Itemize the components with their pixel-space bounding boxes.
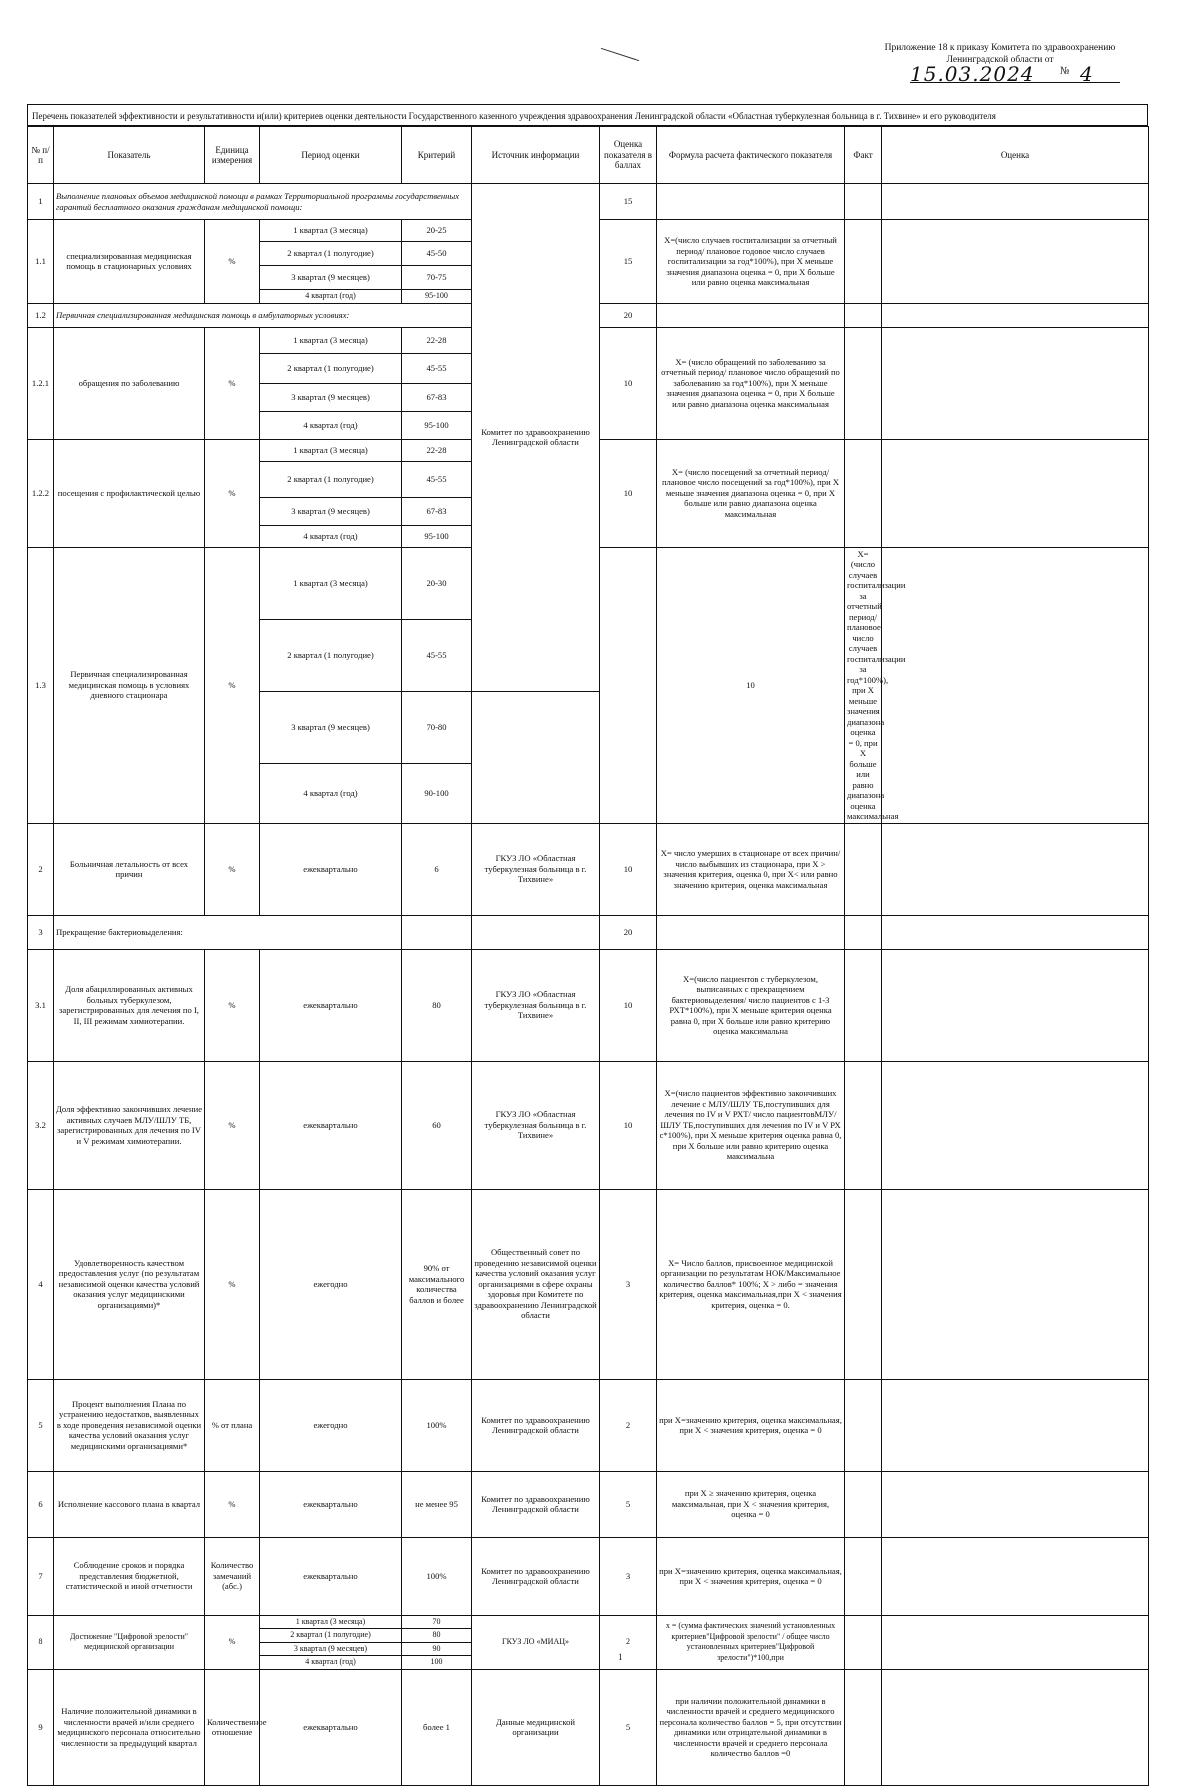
row-num: 1.1	[28, 220, 54, 304]
row-formula: Х= Число баллов, присвоенное медицинской организации по результатам НОК/Максимальное количество баллов* 100%; Х > либо = значения критерия, оценка максимальная,при Х < значения критерия, оценка = 0.	[657, 1189, 845, 1379]
row-criterion: не менее 95	[402, 1471, 472, 1537]
row-period: 1 квартал (3 месяца)	[260, 1615, 402, 1629]
table-row	[28, 1471, 1149, 1537]
row-formula: Х= (число посещений за отчетный период/ плановое число посещений за год*100%), при Х меньше значения диапазона оценка = 0, при Х больше или равно диапазона оценка максимальная	[657, 439, 845, 547]
row-evaluation	[882, 184, 1149, 220]
row-evaluation	[882, 915, 1149, 949]
row-fact	[845, 915, 882, 949]
row-num: 4	[28, 1189, 54, 1379]
row-source	[600, 547, 657, 823]
row-num: 6	[28, 1471, 54, 1537]
row-num: 1	[28, 184, 54, 220]
col-num: № п/п	[28, 127, 54, 184]
row-criterion: 45-55	[402, 619, 472, 691]
row-indicator: Процент выполнения Плана по устранению недостатков, выявленных в ходе проведения независимой оценки качества условий оказания услуг медицинскими организациями*	[54, 1379, 205, 1471]
row-score: 3	[600, 1189, 657, 1379]
row-evaluation	[882, 1061, 1149, 1189]
handwritten-date-number	[910, 62, 1130, 84]
pen-mark	[601, 48, 639, 61]
row-formula: при наличии положительной динамики в численности врачей и среднего медицинского персонала количество баллов = 5, при отсутствии динамики или отрицательной динамики в численности врачей и среднего персонала количество баллов =0	[657, 1669, 845, 1785]
row-num: 1.2.1	[28, 327, 54, 439]
row-fact	[845, 1189, 882, 1379]
row-unit: %	[205, 1471, 260, 1537]
header-line2: Ленинградской области от	[946, 55, 1054, 65]
row-unit: %	[205, 949, 260, 1061]
row-criterion: 100%	[402, 1537, 472, 1615]
table-row	[28, 1189, 1149, 1379]
row-criterion: 22-28	[402, 327, 472, 353]
row-unit: %	[205, 327, 260, 439]
row-criterion: 45-55	[402, 353, 472, 383]
handwritten-date: 15.03.2024	[910, 62, 1035, 86]
row-period: 3 квартал (9 месяцев)	[260, 383, 402, 411]
row-indicator: Соблюдение сроков и порядка представления бюджетной, статистической и иной отчетности	[54, 1537, 205, 1615]
table-row	[28, 823, 1149, 915]
row-fact	[845, 439, 882, 547]
row-evaluation	[882, 1379, 1149, 1471]
col-fact: Факт	[845, 127, 882, 184]
row-criterion: 95-100	[402, 290, 472, 304]
table-header-row	[28, 127, 1149, 184]
table-row	[28, 949, 1149, 1061]
row-indicator: Достижение "Цифровой зрелости" медицинской организации	[54, 1615, 205, 1669]
row-evaluation	[882, 1615, 1149, 1669]
row-indicator: Больничная летальность от всех причин	[54, 823, 205, 915]
row-criterion: 100	[402, 1656, 472, 1670]
row-score: 15	[600, 184, 657, 220]
row-fact	[845, 303, 882, 327]
row-score: 10	[657, 547, 845, 823]
row-indicator: Исполнение кассового плана в квартал	[54, 1471, 205, 1537]
header-line1: Приложение 18 к приказу Комитета по здравоохранению	[884, 43, 1116, 53]
row-indicator: Доля абациллированных активных больных туберкулезом, зарегистрированных для лечения по I, II, III режимам химиотерапии.	[54, 949, 205, 1061]
row-fact	[845, 1615, 882, 1669]
row-criterion	[402, 915, 472, 949]
row-unit: %	[205, 439, 260, 547]
row-num: 3.2	[28, 1061, 54, 1189]
row-num: 3	[28, 915, 54, 949]
row-period: 1 квартал (3 месяца)	[260, 327, 402, 353]
row-formula: Х= число умерших в стационаре от всех причин/число выбывших из стационара, при Х > значения критерия, оценка 0, при Х< или равно значению критерия, оценка максимальная	[657, 823, 845, 915]
row-fact	[845, 1537, 882, 1615]
row-period: 1 квартал (3 месяца)	[260, 547, 402, 619]
row-criterion: 95-100	[402, 411, 472, 439]
col-score: Оценка показателя в баллах	[600, 127, 657, 184]
row-formula: Х=(число пациентов с туберкулезом, выписанных с прекращением бактериовыделения/ число пациентов с 1-3 РХТ*100%), при Х меньше критерия оценка равна 0, при Х больше или равно критерию оценка максимальна	[657, 949, 845, 1061]
row-score: 10	[600, 1061, 657, 1189]
row-score: 5	[600, 1669, 657, 1785]
row-evaluation	[882, 327, 1149, 439]
row-criterion: 20-25	[402, 220, 472, 242]
row-formula: Х= (число обращений по заболеванию за отчетный период/ плановое число обращений по заболеванию за год*100%), при Х меньше значения диапазона оценка = 0, при Х больше или равно диапазона оценка максимальная	[657, 327, 845, 439]
row-fact	[845, 1669, 882, 1785]
row-evaluation	[882, 1471, 1149, 1537]
row-criterion: 90	[402, 1642, 472, 1656]
row-score: 2	[600, 1615, 657, 1669]
row-criterion: 100%	[402, 1379, 472, 1471]
row-score: 10	[600, 949, 657, 1061]
row-criterion: 90-100	[402, 763, 472, 823]
indicators-table	[27, 126, 1149, 1786]
table-row	[28, 1669, 1149, 1785]
row-source: Комитет по здравоохранению Ленинградской области	[472, 1537, 600, 1615]
row-num: 7	[28, 1537, 54, 1615]
row-period: 2 квартал (1 полугодие)	[260, 1629, 402, 1643]
row-unit: %	[205, 1615, 260, 1669]
row-fact	[845, 1471, 882, 1537]
row-criterion: 90% от максимального количества баллов и более	[402, 1189, 472, 1379]
row-period: 3 квартал (9 месяцев)	[260, 1642, 402, 1656]
row-period: 2 квартал (1 полугодие)	[260, 619, 402, 691]
row-evaluation	[882, 1189, 1149, 1379]
row-criterion: 45-50	[402, 242, 472, 266]
table-row	[28, 1379, 1149, 1471]
page-mark: 1	[618, 1652, 623, 1662]
row-unit: %	[205, 1061, 260, 1189]
row-period: 2 квартал (1 полугодие)	[260, 242, 402, 266]
row-indicator: Наличие положительной динамики в численности врачей и/или среднего медицинского персонала относительно численности за предыдущий квартал	[54, 1669, 205, 1785]
row-evaluation	[882, 949, 1149, 1061]
row-num: 5	[28, 1379, 54, 1471]
col-evaluation: Оценка	[882, 127, 1149, 184]
row-period: 4 квартал (год)	[260, 290, 402, 304]
row-formula: Х=(число пациентов эффективно закончивших лечение с МЛУ/ШЛУ ТБ,поступивших для лечения по IV и V РХТ/ число пациентовМЛУ/ШЛУ ТБ,поступивших для лечения по IV и V РХ с*100%), при Х меньше критерия оценка равна 0, при Х больше или равно критерию оценка максимальна	[657, 1061, 845, 1189]
row-period: ежеквартально	[260, 1537, 402, 1615]
row-period: 4 квартал (год)	[260, 525, 402, 547]
row-score: 20	[600, 303, 657, 327]
row-period: ежегодно	[260, 1379, 402, 1471]
row-score: 10	[600, 439, 657, 547]
row-num: 9	[28, 1669, 54, 1785]
row-formula	[657, 184, 845, 220]
row-evaluation	[882, 1669, 1149, 1785]
row-criterion: более 1	[402, 1669, 472, 1785]
row-formula: Х=(число случаев госпитализации за отчетный период/ плановое годовое число случаев госпитализации за год*100%), при Х меньше значения диапазона оценка = 0, при Х больше или равно оценка максимальная	[657, 220, 845, 304]
row-period: ежеквартально	[260, 1669, 402, 1785]
row-fact	[845, 327, 882, 439]
row-source	[472, 915, 600, 949]
row-formula: при Х ≥ значению критерия, оценка максимальная, при Х < значения критерия, оценка = 0	[657, 1471, 845, 1537]
col-period: Период оценки	[260, 127, 402, 184]
col-unit: Единица измерения	[205, 127, 260, 184]
row-criterion: 70	[402, 1615, 472, 1629]
row-period: ежегодно	[260, 1189, 402, 1379]
row-score: 5	[600, 1471, 657, 1537]
row-criterion: 67-83	[402, 383, 472, 411]
row-source: Общественный совет по проведению независимой оценки качества условий оказания услуг организациями в сфере охраны здоровья при Комитете по здравоохранению Ленинградской области	[472, 1189, 600, 1379]
row-source: Комитет по здравоохранению Ленинградской области	[472, 1471, 600, 1537]
row-num: 1.2	[28, 303, 54, 327]
row-formula	[657, 303, 845, 327]
row-source: Данные медицинской организации	[472, 1669, 600, 1785]
row-num: 1.2.2	[28, 439, 54, 547]
number-label: №	[1060, 66, 1070, 77]
row-criterion: 80	[402, 949, 472, 1061]
row-unit: % от плана	[205, 1379, 260, 1471]
row-period: 2 квартал (1 полугодие)	[260, 353, 402, 383]
table-row	[28, 1537, 1149, 1615]
row-evaluation	[882, 1537, 1149, 1615]
row-score: 2	[600, 1379, 657, 1471]
table-row	[28, 1615, 1149, 1629]
row-fact	[882, 547, 1149, 823]
row-criterion: 80	[402, 1629, 472, 1643]
row-period: ежеквартально	[260, 1061, 402, 1189]
row-period: 4 квартал (год)	[260, 763, 402, 823]
row-criterion: 22-28	[402, 439, 472, 461]
table-row	[28, 1061, 1149, 1189]
row-num: 8	[28, 1615, 54, 1669]
row-period: 3 квартал (9 месяцев)	[260, 497, 402, 525]
row-unit: %	[205, 220, 260, 304]
row-score: 10	[600, 823, 657, 915]
row-num: 1.3	[28, 547, 54, 823]
row-criterion: 20-30	[402, 547, 472, 619]
row-criterion: 6	[402, 823, 472, 915]
col-indicator: Показатель	[54, 127, 205, 184]
row-indicator: Выполнение плановых объемов медицинской помощи в рамках Территориальной программы государственных гарантий бесплатного оказания гражданам медицинской помощи:	[54, 184, 472, 220]
row-indicator: Прекращение бактериовыделения:	[54, 915, 402, 949]
row-indicator: Первичная специализированная медицинская помощь в условиях дневного стационара	[54, 547, 205, 823]
handwritten-number: 4	[1080, 62, 1093, 86]
row-period: 1 квартал (3 месяца)	[260, 220, 402, 242]
row-unit: %	[205, 823, 260, 915]
row-period: ежеквартально	[260, 1471, 402, 1537]
row-score: 10	[600, 327, 657, 439]
row-period: 4 квартал (год)	[260, 1656, 402, 1670]
row-fact	[845, 949, 882, 1061]
row-formula: при Х=значению критерия, оценка максимальная, при Х < значения критерия, оценка = 0	[657, 1537, 845, 1615]
row-num: 2	[28, 823, 54, 915]
row-formula: при Х=значению критерия, оценка максимальная, при Х < значения критерия, оценка = 0	[657, 1379, 845, 1471]
row-fact	[845, 184, 882, 220]
row-evaluation	[882, 220, 1149, 304]
row-criterion: 67-83	[402, 497, 472, 525]
row-source: ГКУЗ ЛО «Областная туберкулезная больница в г. Тихвине»	[472, 949, 600, 1061]
row-source: Комитет по здравоохранению Ленинградской области	[472, 1379, 600, 1471]
row-unit: %	[205, 1189, 260, 1379]
row-source: Комитет по здравоохранению Ленинградской области	[472, 184, 600, 692]
row-source: ГКУЗ ЛО «Областная туберкулезная больница в г. Тихвине»	[472, 823, 600, 915]
row-indicator: Удовлетворенность качеством предоставления услуг (по результатам независимой оценки качества условий оказания услуг медицинскими организациями)*	[54, 1189, 205, 1379]
row-score: 20	[600, 915, 657, 949]
row-fact	[845, 1061, 882, 1189]
row-indicator: Доля эффективно закончивших лечение активных случаев МЛУ/ШЛУ ТБ, зарегистрированных для лечения по IV и V режимам химиотерапии.	[54, 1061, 205, 1189]
col-formula: Формула расчета фактического показателя	[657, 127, 845, 184]
row-unit: Количество замечаний (абс.)	[205, 1537, 260, 1615]
row-evaluation	[882, 823, 1149, 915]
row-criterion: 70-75	[402, 266, 472, 290]
row-evaluation	[882, 303, 1149, 327]
row-indicator: посещения с профилактической целью	[54, 439, 205, 547]
row-indicator: Первичная специализированная медицинская помощь в амбулаторных условиях:	[54, 303, 472, 327]
row-criterion: 45-55	[402, 461, 472, 497]
row-period: 4 квартал (год)	[260, 411, 402, 439]
row-period: 3 квартал (9 месяцев)	[260, 266, 402, 290]
row-period: 2 квартал (1 полугодие)	[260, 461, 402, 497]
row-formula: Х= (число случаев госпитализации за отчетный период/ плановое число случаев госпитализации за год*100%), при Х меньше значения диапазона оценка = 0, при Х больше или равно диапазона оценка максимальная	[845, 547, 882, 823]
col-criterion: Критерий	[402, 127, 472, 184]
row-fact	[845, 220, 882, 304]
row-criterion: 95-100	[402, 525, 472, 547]
row-num: 3.1	[28, 949, 54, 1061]
row-period: ежеквартально	[260, 949, 402, 1061]
row-formula: х = (сумма фактических значений установленных критериев"Цифровой зрелости" / общее число установленных критериев"Цифровой зрелости")*100,при	[657, 1615, 845, 1669]
row-unit: %	[205, 547, 260, 823]
row-fact	[845, 1379, 882, 1471]
row-source: ГКУЗ ЛО «Областная туберкулезная больница в г. Тихвине»	[472, 1061, 600, 1189]
row-period: ежеквартально	[260, 823, 402, 915]
table-row	[28, 184, 1149, 220]
row-unit: Количественное отношение	[205, 1669, 260, 1785]
row-criterion: 70-80	[402, 691, 472, 763]
row-source: ГКУЗ ЛО «МИАЦ»	[472, 1615, 600, 1669]
table-title: Перечень показателей эффективности и результативности и(или) критериев оценки деятельности Государственного казенного учреждения здравоохранения Ленинградской области «Областная туберкулезная больница в г. Тихвине» и его руководителя	[27, 104, 1148, 126]
row-period: 3 квартал (9 месяцев)	[260, 691, 402, 763]
table-row	[28, 915, 1149, 949]
col-source: Источник информации	[472, 127, 600, 184]
row-indicator: обращения по заболеванию	[54, 327, 205, 439]
signature-underline	[910, 82, 1120, 83]
row-indicator: специализированная медицинская помощь в стационарных условиях	[54, 220, 205, 304]
row-score: 3	[600, 1537, 657, 1615]
row-formula	[657, 915, 845, 949]
row-fact	[845, 823, 882, 915]
row-criterion: 60	[402, 1061, 472, 1189]
row-period: 1 квартал (3 месяца)	[260, 439, 402, 461]
row-evaluation	[882, 439, 1149, 547]
row-score: 15	[600, 220, 657, 304]
